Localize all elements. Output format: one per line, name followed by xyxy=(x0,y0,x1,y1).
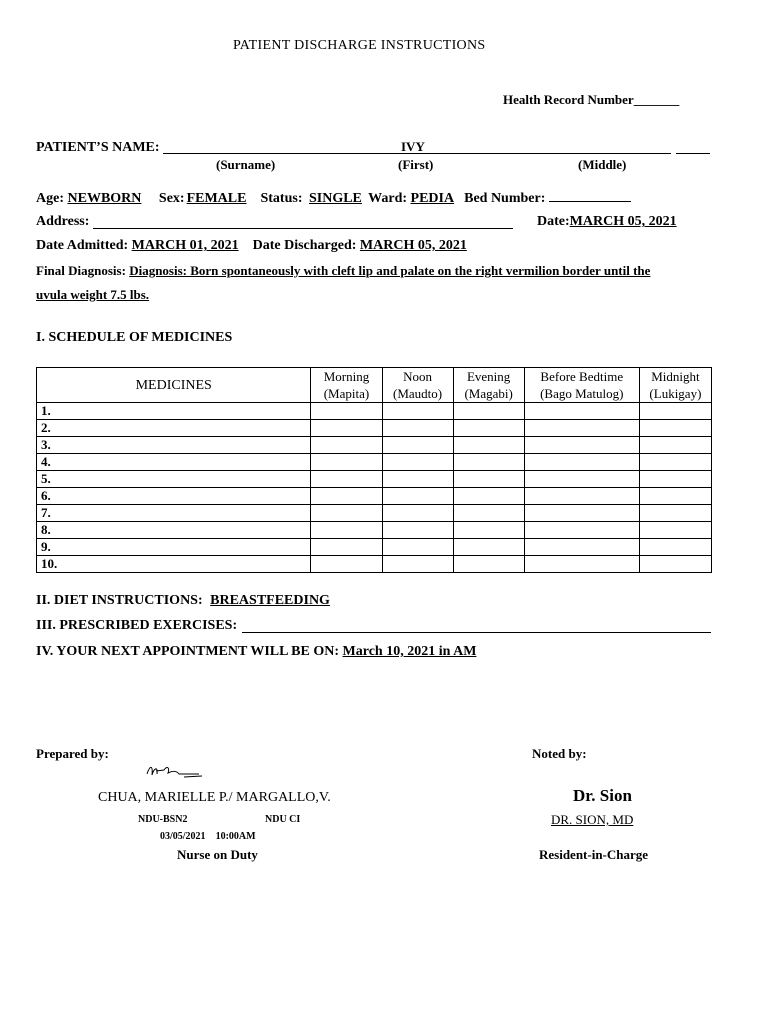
sex-label: Sex: xyxy=(158,191,185,206)
patient-first-name: IVY xyxy=(401,139,425,154)
appointment-value: March 10, 2021 in AM xyxy=(342,644,477,659)
column-header-sublabel: (Magabi) xyxy=(464,386,513,401)
table-header-row xyxy=(37,368,712,403)
table-row xyxy=(37,471,712,488)
column-header-sublabel: (Mapita) xyxy=(323,386,370,401)
page-title: PATIENT DISCHARGE INSTRUCTIONS xyxy=(233,38,486,53)
medicine-schedule-table xyxy=(36,367,712,573)
column-header-label: Noon xyxy=(403,369,432,384)
medicine-name-cell: 4. xyxy=(37,454,311,471)
table-row xyxy=(37,539,712,556)
dose-cell xyxy=(453,539,524,556)
first-caption: (First) xyxy=(398,157,434,172)
address-label: Address: xyxy=(36,214,90,229)
prepared-code-2: NDU CI xyxy=(265,814,301,825)
diagnosis-row xyxy=(36,263,650,279)
date-field xyxy=(537,214,677,230)
dose-cell xyxy=(524,488,639,505)
patient-name-label: PATIENT’S NAME: xyxy=(36,140,160,155)
dose-cell xyxy=(453,403,524,420)
table-row xyxy=(37,505,712,522)
column-header-sublabel: (Bago Matulog) xyxy=(540,386,624,401)
dose-cell xyxy=(524,437,639,454)
table-row xyxy=(37,556,712,573)
dose-cell xyxy=(311,403,382,420)
dose-cell xyxy=(524,556,639,573)
age-label: Age: xyxy=(36,191,64,206)
dose-cell xyxy=(639,437,711,454)
dose-cell xyxy=(311,556,382,573)
appointment-label: IV. YOUR NEXT APPOINTMENT WILL BE ON: xyxy=(36,644,340,659)
prepared-by-label: Prepared by: xyxy=(36,746,109,761)
dose-cell xyxy=(639,420,711,437)
dose-cell xyxy=(311,505,382,522)
dose-cell xyxy=(453,488,524,505)
exercises-label: III. PRESCRIBED EXERCISES: xyxy=(36,618,238,633)
dose-cell xyxy=(453,505,524,522)
dose-cell xyxy=(382,437,453,454)
column-header-label: Evening xyxy=(466,369,511,384)
admission-row xyxy=(36,238,467,254)
doctor-role: Resident-in-Charge xyxy=(539,847,649,862)
dose-cell xyxy=(311,522,382,539)
column-header-label: Before Bedtime xyxy=(540,369,624,384)
column-header-morning xyxy=(311,368,382,403)
dose-cell xyxy=(639,403,711,420)
table-row xyxy=(37,522,712,539)
column-header-label: Midnight xyxy=(651,369,700,384)
dose-cell xyxy=(382,556,453,573)
medicine-name-cell: 3. xyxy=(37,437,311,454)
doctor-signature: Dr. Sion xyxy=(573,786,632,805)
dose-cell xyxy=(524,522,639,539)
dose-cell xyxy=(639,488,711,505)
dose-cell xyxy=(639,556,711,573)
prepared-code-1: NDU-BSN2 xyxy=(138,814,188,825)
column-header-evening xyxy=(453,368,524,403)
column-header-before-bedtime xyxy=(524,368,639,403)
surname-caption: (Surname) xyxy=(216,157,276,172)
medicine-name-cell: 10. xyxy=(37,556,311,573)
nurse-signature xyxy=(144,762,206,780)
age-value: NEWBORN xyxy=(67,191,142,206)
dose-cell xyxy=(382,505,453,522)
dose-cell xyxy=(453,437,524,454)
medicine-name-cell: 2. xyxy=(37,420,311,437)
table-row xyxy=(37,488,712,505)
dose-cell xyxy=(311,454,382,471)
health-record-label: Health Record Number xyxy=(503,92,634,107)
ward-value: PEDIA xyxy=(410,191,455,206)
medicine-name-cell: 9. xyxy=(37,539,311,556)
noted-by-label: Noted by: xyxy=(532,746,587,761)
dose-cell xyxy=(639,539,711,556)
dose-cell xyxy=(382,471,453,488)
doctor-name: DR. SION, MD xyxy=(551,812,634,827)
date-value: MARCH 05, 2021 xyxy=(569,214,677,229)
column-header-noon xyxy=(382,368,453,403)
diagnosis-line-2: uvula weight 7.5 lbs. xyxy=(36,287,150,302)
medicine-name-cell: 8. xyxy=(37,522,311,539)
dose-cell xyxy=(639,454,711,471)
dose-cell xyxy=(382,522,453,539)
diet-row xyxy=(36,593,330,609)
medicine-name-cell: 1. xyxy=(37,403,311,420)
health-record-blank: _______ xyxy=(633,92,680,107)
dose-cell xyxy=(382,488,453,505)
discharged-value: MARCH 05, 2021 xyxy=(359,238,467,253)
dose-cell xyxy=(524,454,639,471)
diagnosis-label: Final Diagnosis: xyxy=(36,263,126,278)
dose-cell xyxy=(311,420,382,437)
dose-cell xyxy=(382,403,453,420)
column-header-sublabel: (Lukigay) xyxy=(649,386,702,401)
discharged-label: Date Discharged: xyxy=(252,238,357,253)
table-row xyxy=(37,437,712,454)
table-row xyxy=(37,403,712,420)
sex-value: FEMALE xyxy=(186,191,247,206)
prepared-role: Nurse on Duty xyxy=(177,847,258,862)
diet-value: BREASTFEEDING xyxy=(210,593,330,608)
patient-details-row xyxy=(36,189,631,207)
dose-cell xyxy=(524,471,639,488)
address-line xyxy=(93,214,513,229)
appointment-row xyxy=(36,644,476,660)
middle-caption: (Middle) xyxy=(578,157,627,172)
dose-cell xyxy=(382,420,453,437)
column-header-midnight xyxy=(639,368,711,403)
dose-cell xyxy=(453,471,524,488)
dose-cell xyxy=(453,556,524,573)
dose-cell xyxy=(311,488,382,505)
diagnosis-line-1: Diagnosis: Born spontaneously with cleft lip and palate on the right vermilion border until the xyxy=(129,263,651,278)
bed-number-line xyxy=(549,189,631,202)
column-header-label: Morning xyxy=(323,369,370,384)
dose-cell xyxy=(639,471,711,488)
prepared-date: 03/05/2021 xyxy=(160,831,206,842)
date-label: Date: xyxy=(537,214,570,229)
bed-label: Bed Number: xyxy=(464,191,546,206)
dose-cell xyxy=(524,539,639,556)
health-record-field xyxy=(503,92,679,108)
dose-cell xyxy=(639,522,711,539)
prepared-time: 10:00AM xyxy=(215,831,256,842)
dose-cell xyxy=(311,539,382,556)
diet-label: II. DIET INSTRUCTIONS: xyxy=(36,593,203,608)
prepared-date-time xyxy=(160,831,256,842)
exercises-line xyxy=(242,618,711,633)
table-row xyxy=(37,420,712,437)
dose-cell xyxy=(453,420,524,437)
dose-cell xyxy=(639,505,711,522)
dose-cell xyxy=(524,403,639,420)
status-value: SINGLE xyxy=(308,191,362,206)
dose-cell xyxy=(382,539,453,556)
dose-cell xyxy=(524,420,639,437)
column-header-sublabel: (Maudto) xyxy=(392,386,443,401)
medicine-name-cell: 6. xyxy=(37,488,311,505)
ward-label: Ward: xyxy=(368,191,408,206)
medicine-name-cell: 7. xyxy=(37,505,311,522)
status-label: Status: xyxy=(260,191,303,206)
admitted-value: MARCH 01, 2021 xyxy=(131,238,239,253)
admitted-label: Date Admitted: xyxy=(36,238,129,253)
dose-cell xyxy=(453,522,524,539)
dose-cell xyxy=(524,505,639,522)
table-row xyxy=(37,454,712,471)
patient-name-extra-line xyxy=(676,140,710,154)
dose-cell xyxy=(382,454,453,471)
dose-cell xyxy=(311,471,382,488)
prepared-by-names: CHUA, MARIELLE P./ MARGALLO,V. xyxy=(98,790,331,805)
medicine-name-cell: 5. xyxy=(37,471,311,488)
column-header-medicines xyxy=(37,368,311,403)
dose-cell xyxy=(453,454,524,471)
dose-cell xyxy=(311,437,382,454)
column-header-medicines-label: MEDICINES xyxy=(135,377,212,393)
medicines-heading: I. SCHEDULE OF MEDICINES xyxy=(36,330,233,345)
